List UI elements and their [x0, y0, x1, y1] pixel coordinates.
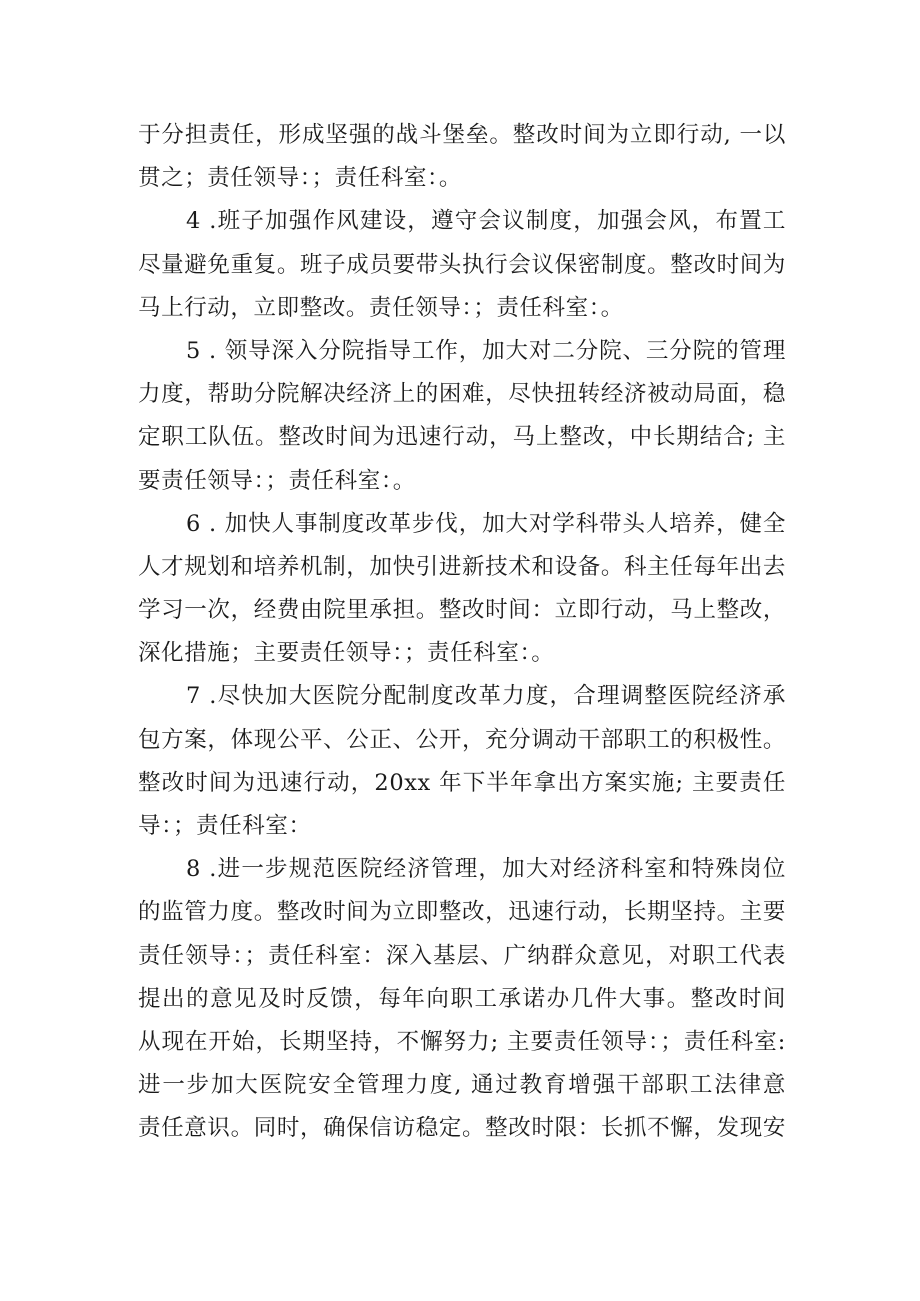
text-line: 包方案，体现公平、公正、公开，充分调动干部职工的积极性。	[138, 726, 786, 753]
text-line: 要责任领导：；责任科室：。	[138, 467, 416, 494]
text-line: 5 . 领导深入分院指导工作，加大对二分院、三分院的管理	[186, 337, 786, 364]
text-line: 力度，帮助分院解决经济上的困难，尽快扭转经济被动局面，稳	[138, 381, 786, 408]
text-line: 提出的意见及时反馈，每年向职工承诺办几件大事。整改时间	[138, 985, 786, 1012]
text-line: 定职工队伍。整改时间为迅速行动，马上整改，中长期结合; 主	[138, 424, 786, 451]
text-line: 7 .尽快加大医院分配制度改革力度，合理调整医院经济承	[186, 683, 786, 710]
text-line: 8 .进一步规范医院经济管理，加大对经济科室和特殊岗位	[186, 856, 786, 883]
text-line: 进一步加大医院安全管理力度, 通过教育增强干部职工法律意	[138, 1072, 786, 1099]
text-line: 马上行动，立即整改。责任领导：；责任科室：。	[138, 294, 624, 321]
text-line: 学习一次，经费由院里承担。整改时间：立即行动，马上整改，	[138, 597, 786, 624]
text-line: 贯之；责任领导：；责任科室：。	[138, 165, 463, 192]
text-line: 6 . 加快人事制度改革步伐，加大对学科带头人培养，健全	[186, 510, 786, 537]
text-line: 责任领导：；责任科室：深入基层、广纳群众意见，对职工代表	[138, 942, 786, 969]
text-line: 4 .班子加强作风建设，遵守会议制度，加强会风，布置工	[186, 208, 786, 235]
text-line: 整改时间为迅速行动，20xx 年下半年拿出方案实施; 主要责任	[138, 769, 786, 796]
text-line: 责任意识。同时，确保信访稳定。整改时限：长抓不懈，发现安	[138, 1115, 786, 1142]
text-line: 尽量避免重复。班子成员要带头执行会议保密制度。整改时间为	[138, 251, 786, 278]
text-line: 的监管力度。整改时间为立即整改，迅速行动，长期坚持。主要	[138, 899, 786, 926]
text-line: 导：；责任科室：	[138, 813, 312, 839]
text-line: 深化措施；主要责任领导：；责任科室：。	[138, 640, 555, 667]
text-line: 人才规划和培养机制，加快引进新技术和设备。科主任每年出去	[138, 553, 786, 580]
text-line: 于分担责任，形成坚强的战斗堡垒。整改时间为立即行动, 一以	[138, 122, 786, 148]
text-line: 从现在开始，长期坚持，不懈努力; 主要责任领导：；责任科室:	[138, 1028, 786, 1055]
document-body	[138, 114, 786, 1151]
